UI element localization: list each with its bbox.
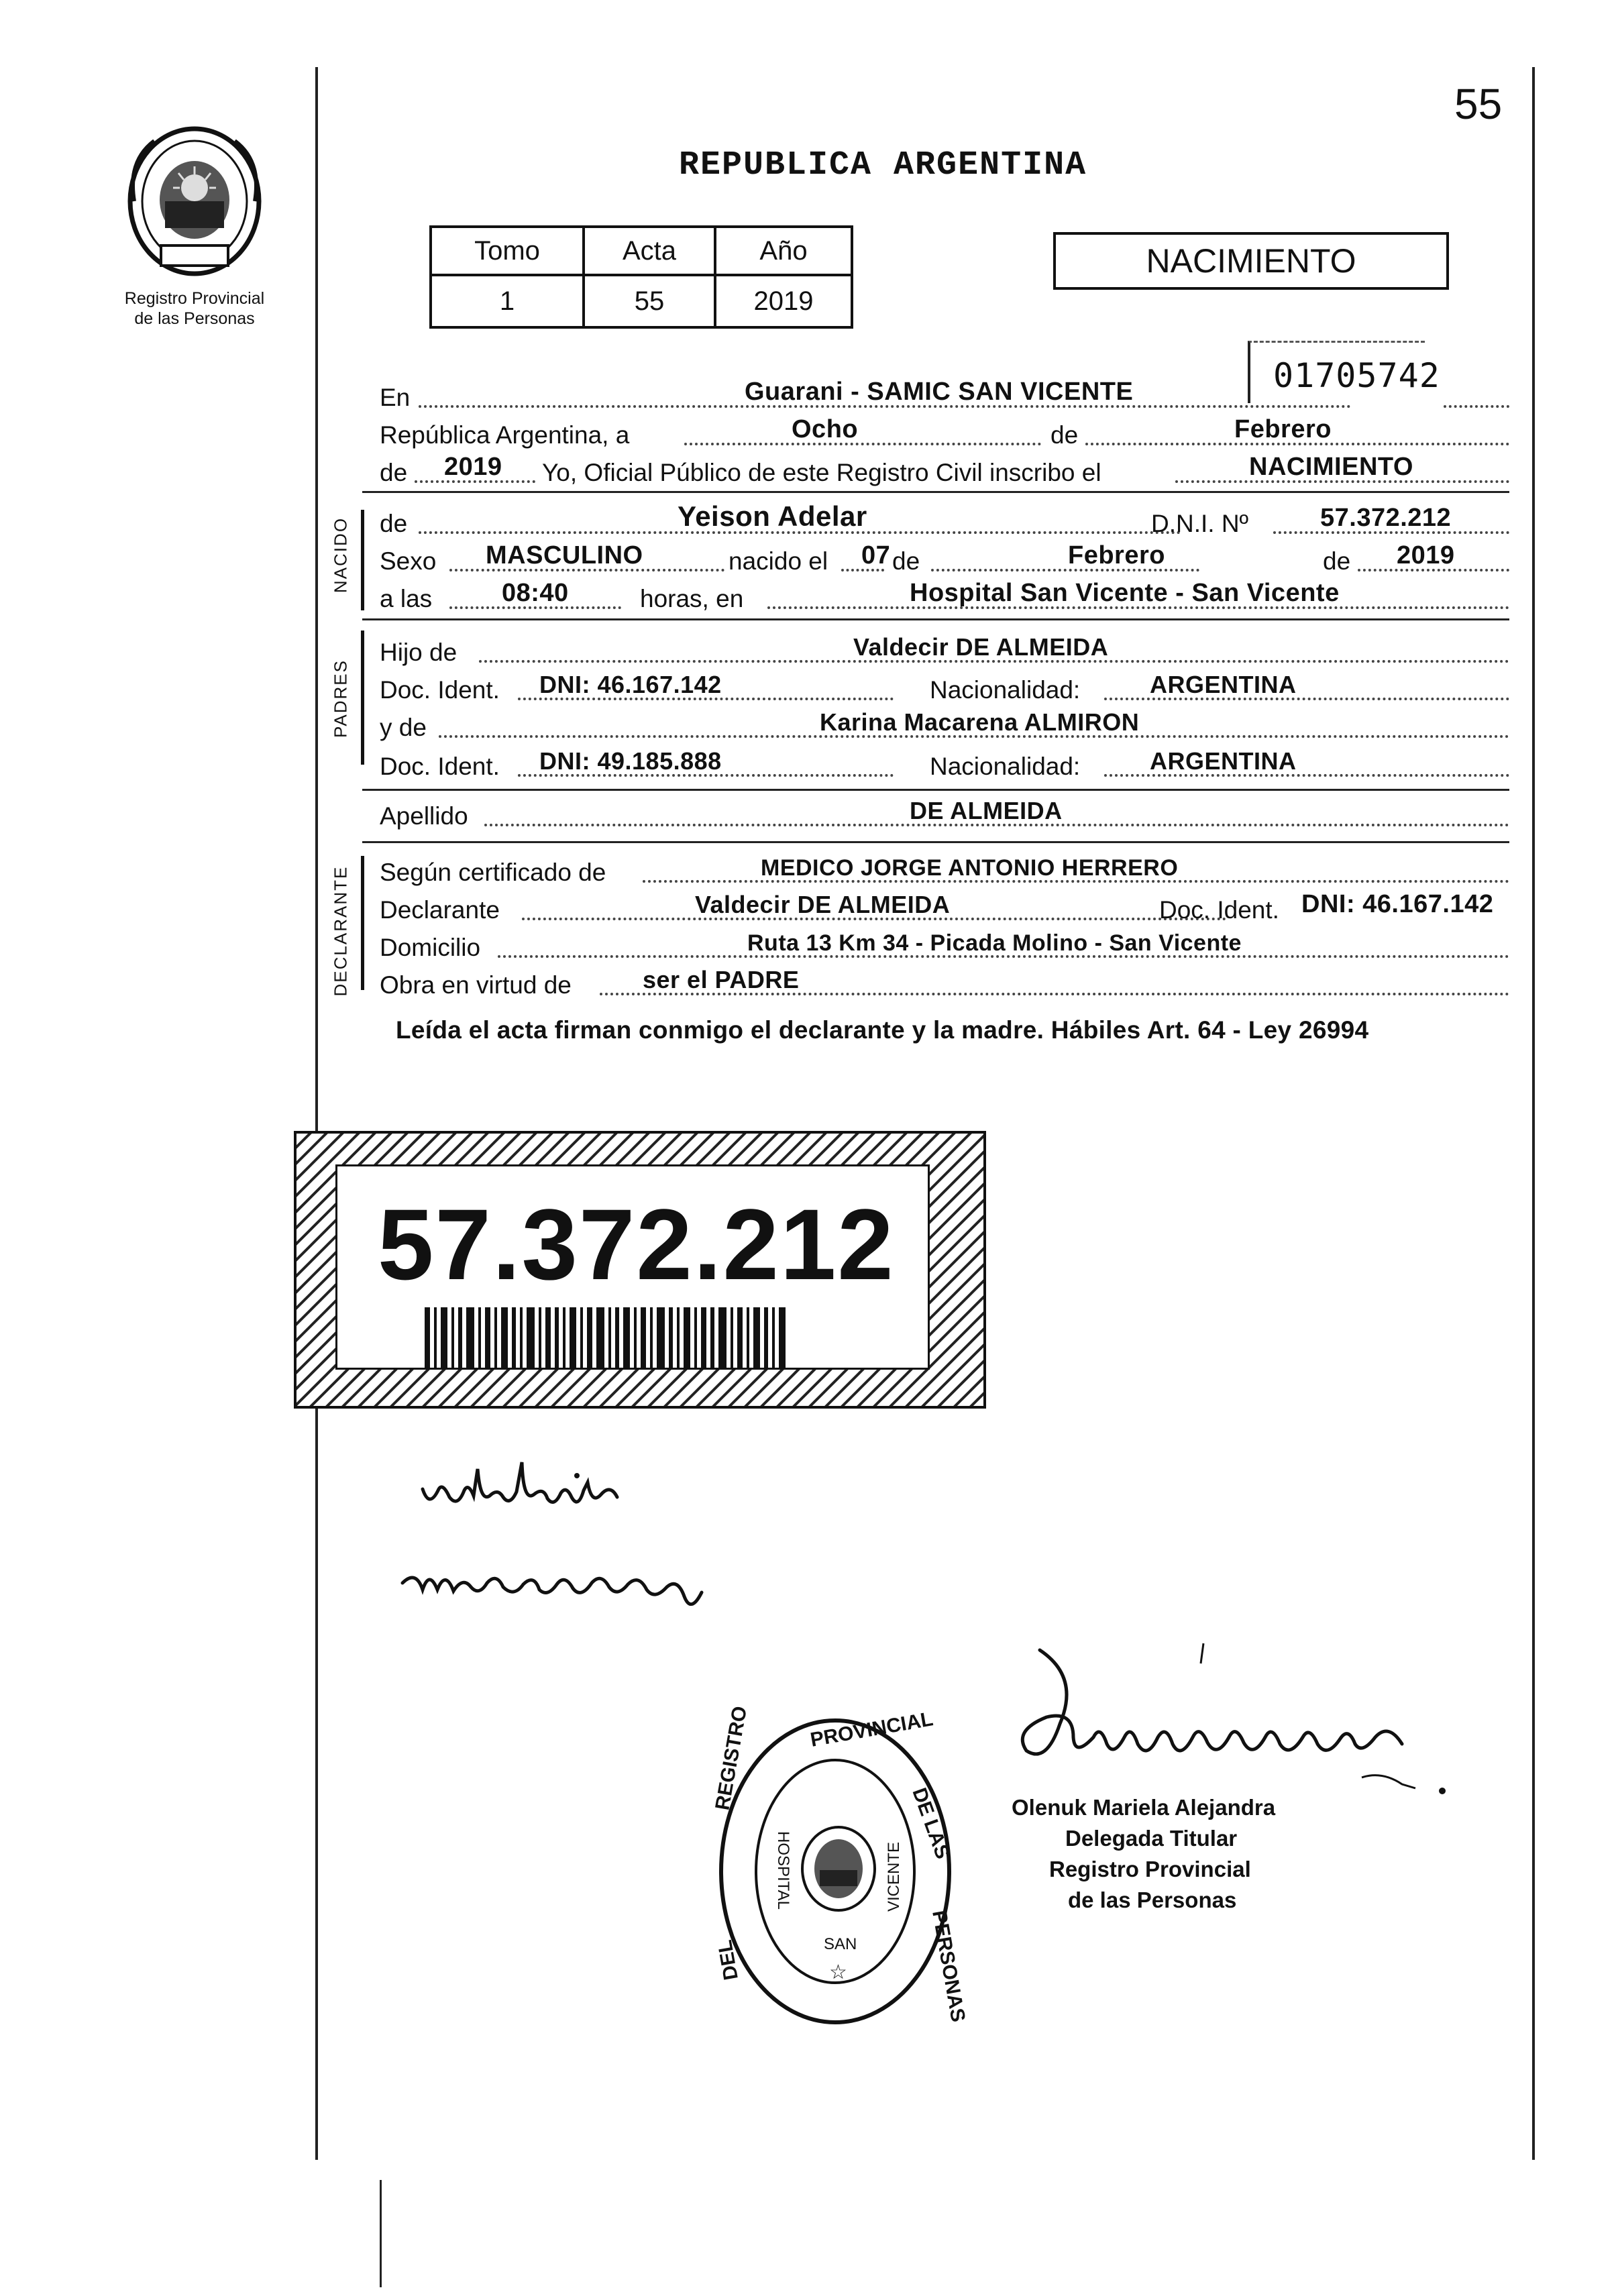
birth-month-value: Febrero — [1068, 541, 1165, 569]
declarante-value: Valdecir DE ALMEIDA — [695, 891, 951, 918]
svg-text:PROVINCIAL: PROVINCIAL — [808, 1708, 935, 1751]
nacido-section-label: NACIDO — [330, 516, 351, 594]
dni-big-number: 57.372.212 — [378, 1188, 895, 1301]
day-words-value: Ocho — [792, 415, 859, 443]
page-number: 55 — [1454, 80, 1503, 128]
father-doc-label: Doc. Ident. — [380, 676, 500, 704]
a-las-label: a las — [380, 585, 433, 612]
country-title: REPUBLICA ARGENTINA — [679, 146, 1087, 184]
obra-label: Obra en virtud de — [380, 971, 572, 999]
father-doc-value: DNI: 46.167.142 — [539, 671, 722, 698]
row-hora — [377, 574, 1509, 613]
official-title: Delegada Titular — [1065, 1826, 1238, 1851]
official-name: Olenuk Mariela Alejandra — [1012, 1795, 1276, 1820]
row-certificado — [377, 848, 1509, 887]
padres-section-label: PADRES — [330, 659, 351, 738]
dni-label-inner — [335, 1164, 930, 1370]
dni-barcode-label — [295, 1132, 985, 1407]
svg-text:VICENTE: VICENTE — [885, 1841, 903, 1912]
hijo-de-label: Hijo de — [380, 639, 457, 666]
declarante-bar — [361, 856, 364, 990]
row-en — [377, 373, 1509, 412]
tomo-value: 1 — [431, 275, 584, 327]
de-label-2: de — [380, 459, 408, 486]
row-mother-doc — [377, 742, 1509, 781]
acta-header: Acta — [584, 227, 715, 275]
row-apellido — [377, 791, 1509, 830]
place-value: Guarani - SAMIC SAN VICENTE — [745, 378, 1134, 406]
separator — [362, 618, 1509, 620]
domicilio-value: Ruta 13 Km 34 - Picada Molino - San Vicente — [747, 930, 1242, 956]
svg-text:SAN: SAN — [824, 1935, 857, 1953]
svg-text:DE LAS: DE LAS — [908, 1785, 955, 1862]
month-value: Febrero — [1234, 415, 1332, 443]
nacido-el-label: nacido el — [729, 547, 828, 575]
tomo-acta-anio-table — [429, 225, 853, 329]
horas-label: horas, en — [640, 585, 744, 612]
birth-year-value: 2019 — [1397, 541, 1455, 569]
domicilio-label: Domicilio — [380, 934, 481, 961]
sexo-value: MASCULINO — [486, 541, 643, 569]
closing-note: Leída el acta firman conmigo el declarante y la madre. Hábiles Art. 64 - Ley 26994 — [396, 1016, 1369, 1044]
anio-header: Año — [715, 227, 852, 275]
separator — [362, 789, 1509, 791]
row-republica — [377, 411, 1509, 449]
declarant-signature — [416, 1449, 657, 1529]
row-nacido-name — [377, 499, 1509, 538]
logo-caption — [107, 288, 282, 329]
apellido-label: Apellido — [380, 802, 468, 830]
mother-doc-label: Doc. Ident. — [380, 753, 500, 780]
declarante-doc-label: Doc. Ident. — [1159, 896, 1279, 924]
padres-bar — [361, 631, 364, 765]
svg-text:☆: ☆ — [829, 1961, 847, 1983]
inner-margin-line — [380, 2180, 382, 2287]
dni-label: D.N.I. Nº — [1151, 510, 1249, 537]
tomo-header: Tomo — [431, 227, 584, 275]
nacido-de-label: de — [380, 510, 408, 537]
mother-nationality-label: Nacionalidad: — [930, 753, 1081, 780]
row-officer — [377, 448, 1509, 487]
logo-caption-line-1: Registro Provincial — [124, 289, 265, 308]
de-label: de — [1051, 421, 1079, 449]
certificado-label: Según certificado de — [380, 859, 606, 886]
sexo-label: Sexo — [380, 547, 437, 575]
mother-doc-value: DNI: 49.185.888 — [539, 747, 722, 775]
anio-value: 2019 — [715, 275, 852, 327]
official-signature — [1000, 1637, 1483, 1811]
official-office-1: Registro Provincial — [1049, 1857, 1251, 1881]
official-caption — [1012, 1792, 1275, 1916]
row-father-doc — [377, 665, 1509, 704]
officer-text: Yo, Oficial Público de este Registro Civil inscribo el — [542, 459, 1101, 486]
svg-text:PERSONAS: PERSONAS — [928, 1908, 969, 2024]
svg-text:HOSPITAL: HOSPITAL — [774, 1831, 792, 1910]
nacido-bar — [361, 510, 364, 610]
child-dni-value: 57.372.212 — [1320, 504, 1452, 532]
republica-label: República Argentina, a — [380, 421, 630, 449]
certificado-value: MEDICO JORGE ANTONIO HERRERO — [761, 855, 1179, 881]
father-nationality-label: Nacionalidad: — [930, 676, 1081, 704]
birth-day-value: 07 — [861, 541, 891, 569]
mother-nationality-value: ARGENTINA — [1150, 747, 1297, 775]
year-value: 2019 — [444, 453, 502, 481]
row-hijo-de — [377, 628, 1509, 667]
nacido-de-label-3: de — [1323, 547, 1351, 575]
act-value: NACIMIENTO — [1249, 453, 1413, 481]
apellido-value: DE ALMEIDA — [910, 797, 1063, 824]
serial-number: 01705742 — [1273, 356, 1440, 395]
mother-name-value: Karina Macarena ALMIRON — [820, 708, 1140, 736]
svg-text:REGISTRO: REGISTRO — [711, 1704, 752, 1812]
acta-value: 55 — [584, 275, 715, 327]
provincial-logo — [114, 121, 275, 282]
row-domicilio — [377, 923, 1509, 962]
official-office-2: de las Personas — [1068, 1888, 1237, 1912]
row-declarante — [377, 885, 1509, 924]
father-name-value: Valdecir DE ALMEIDA — [853, 633, 1109, 661]
en-label: En — [380, 384, 411, 411]
separator — [362, 841, 1509, 843]
y-de-label: y de — [380, 714, 427, 741]
right-margin-line — [1532, 67, 1535, 2160]
row-y-de — [377, 703, 1509, 742]
declarante-doc-value: DNI: 46.167.142 — [1301, 890, 1494, 918]
declarante-label: Declarante — [380, 896, 500, 924]
left-margin-line — [315, 67, 318, 2160]
record-type-box: NACIMIENTO — [1053, 232, 1449, 290]
birth-place-value: Hospital San Vicente - San Vicente — [910, 579, 1340, 607]
obra-value: ser el PADRE — [643, 966, 800, 993]
child-name-value: Yeison Adelar — [678, 500, 867, 532]
father-nationality-value: ARGENTINA — [1150, 671, 1297, 698]
logo-caption-line-2: de las Personas — [134, 309, 255, 328]
declarante-section-label: DECLARANTE — [330, 865, 351, 997]
official-stamp — [711, 1704, 969, 2032]
row-sexo — [377, 537, 1509, 576]
mother-signature — [396, 1549, 711, 1623]
barcode-icon — [425, 1307, 787, 1368]
row-obra — [377, 961, 1509, 999]
separator — [362, 491, 1509, 493]
svg-text:DEL: DEL — [713, 1938, 743, 1982]
nacido-de-label-2: de — [892, 547, 920, 575]
time-value: 08:40 — [502, 579, 569, 607]
